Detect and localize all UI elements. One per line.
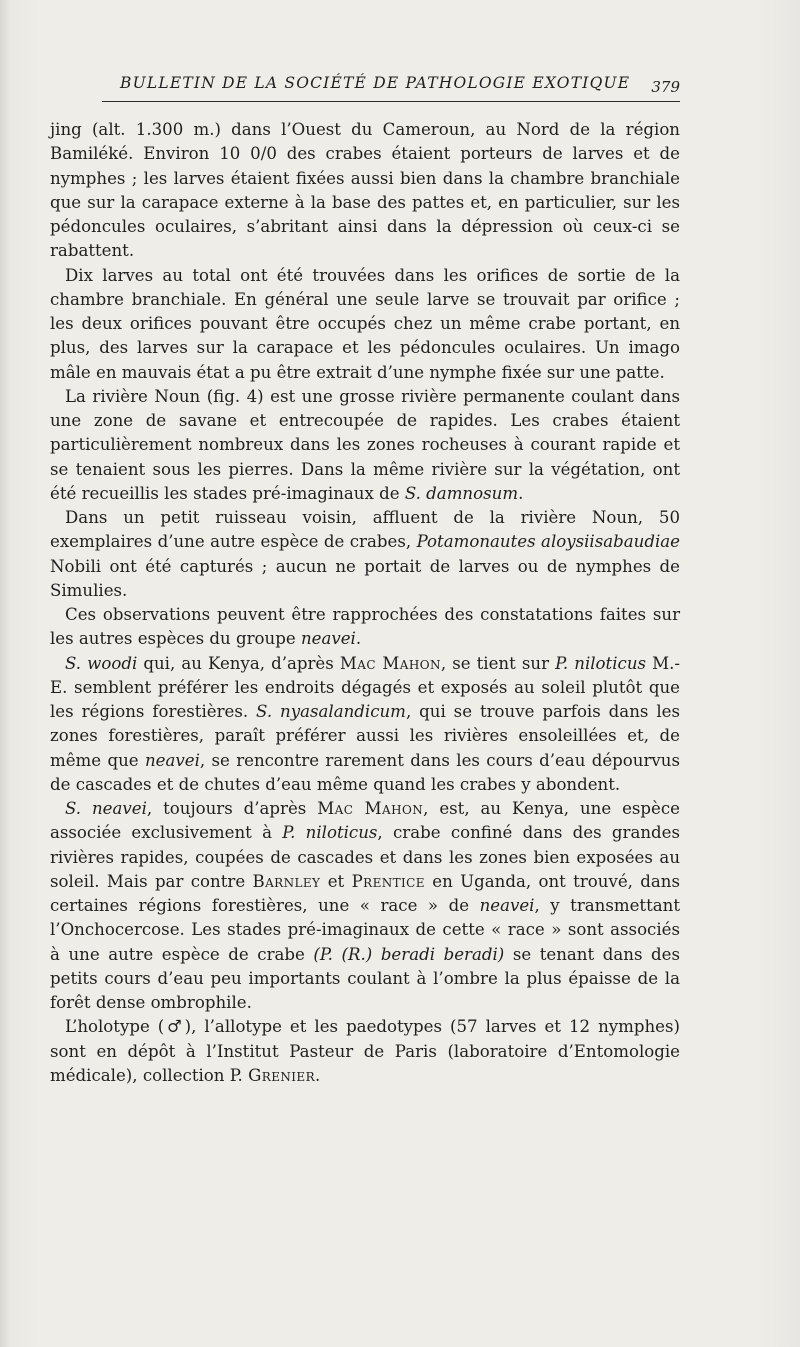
paragraph-5-end: . [355,629,362,649]
paragraph-3 [50,385,680,506]
page-number: 379 [651,78,680,96]
species-name: (P. (R.) beradi beradi) [313,944,505,964]
paragraph-2-text: Dix larves au total ont été trouvées dans les orifices de sortie de la chambre branchiale. En général une seule larve se trouvait par orifice ; les deux orifices pouvant être occupés chez un même crabe portant, en plus, des larves sur la carapace et les pédoncules oculaires. Un imago mâle en mauvais état a pu être extrait d’une nymphe fixée sur une patte. [50,265,680,382]
paragraph-3-end: . [518,483,524,503]
paragraph-6-text: , qui se trouve parfois dans les zones forestières, paraît préférer aussi les rivières ensoleillées et, de même que [50,702,680,770]
species-name: S. woodi [65,653,138,673]
paragraph-7-text: , y transmettant l’Onchocercose. Les stades pré-imaginaux de cette « race » sont associés à une autre espèce de crabe [50,896,680,964]
author-name: Mac Mahon [339,653,441,673]
paragraph-1-text: jing (alt. 1.300 m.) dans l’Ouest du Cameroun, au Nord de la région Bamiléké. Environ 10 0/0 des crabes étaient porteurs de larves et de nymphes ; les larves étaient fixées aussi bien dans la chambre branchiale que sur la carapace externe à la base des pattes et, en particulier, sur les pédoncules oculaires, s’abritant ainsi dans la dépression où ceux-ci se rabattent. [50,120,680,261]
paragraph-4-text: Dans un petit ruisseau voisin, affluent de la rivière Noun, 50 exemplaires d’une autre espèce de crabes, [50,508,680,552]
paragraph-8-text: L’holotype (♂), l’allotype et les paedotypes (57 larves et 12 nymphes) sont en dépôt à l’Institut Pasteur de Paris (laboratoire d’Entomologie médicale), collection P. [50,1017,680,1085]
author-name: Prentice [351,871,425,891]
paragraph-2 [50,264,680,385]
paragraph-5 [50,603,680,652]
paragraph-6-text: , se tient sur [440,653,556,673]
paragraph-7-text: , est, au Kenya, une espèce associée exclusivement à [50,799,680,843]
author-name: Grenier [248,1065,316,1085]
paragraph-4-end: Nobili ont été capturés ; aucun ne portait de larves ou de nymphes de Simulies. [50,556,680,600]
header-rule [102,101,680,102]
paragraph-6 [50,652,680,798]
species-name: S. nyasalandicum [256,702,406,721]
paragraph-4 [50,506,680,603]
species-name: neavei [479,896,535,915]
species-name: P. niloticus [555,653,647,673]
species-name: neavei [300,629,356,649]
paragraph-8-end: . [315,1065,321,1085]
author-name: Barnley [252,871,321,891]
paragraph-5-text: Ces observations peuvent être rapprochées des constatations faites sur les autres espèces du groupe [50,605,680,649]
running-title: BULLETIN DE LA SOCIÉTÉ DE PATHOLOGIE EXOTIQUE [120,74,631,92]
species-name: P. niloticus [282,823,378,843]
paragraph-6-text: qui, au Kenya, d’après [137,653,340,673]
author-name: Mac Mahon [317,799,424,818]
species-name: S. damnosum [404,483,519,503]
running-header [120,74,680,104]
species-name: S. neavei [65,799,147,818]
paragraph-6-text: , se rencontre rarement dans les cours d’eau dépourvus de cascades et de chutes d’eau même quand les crabes y abondent. [50,750,680,794]
paragraph-6-text: M.-E. semblent préférer les endroits dégagés et exposés au soleil plutôt que les régions forestières. [50,653,680,721]
paragraph-7-text: , toujours d’après [146,799,318,818]
paragraph-1 [50,118,680,264]
body-text [50,118,680,1088]
species-name: Potamonautes aloysiisabaudiae [416,532,680,552]
paragraph-7-text: en Uganda, ont trouvé, dans certaines régions forestières, une « race » de [50,871,680,915]
paragraph-3-text: La rivière Noun (fig. 4) est une grosse rivière permanente coulant dans une zone de savane et entrecoupée de rapides. Les crabes étaient particulièrement nombreux dans les zones rocheuses à courant rapide et se tenaient sous les pierres. Dans la même rivière sur la végétation, ont été recueillis les stades pré-imaginaux de [50,386,680,503]
paragraph-7-text: et [320,871,352,891]
species-name: neavei [144,750,200,770]
paragraph-7-text: , crabe confiné dans des grandes rivières rapides, coupées de cascades et dans les zones bien exposées au soleil. Mais par contre [50,823,680,891]
paragraph-7-text: se tenant dans des petits cours d’eau peu importants coulant à l’ombre la plus épaisse de la forêt dense ombrophile. [50,944,680,1012]
paragraph-8 [50,1015,680,1088]
paragraph-7 [50,797,680,1015]
